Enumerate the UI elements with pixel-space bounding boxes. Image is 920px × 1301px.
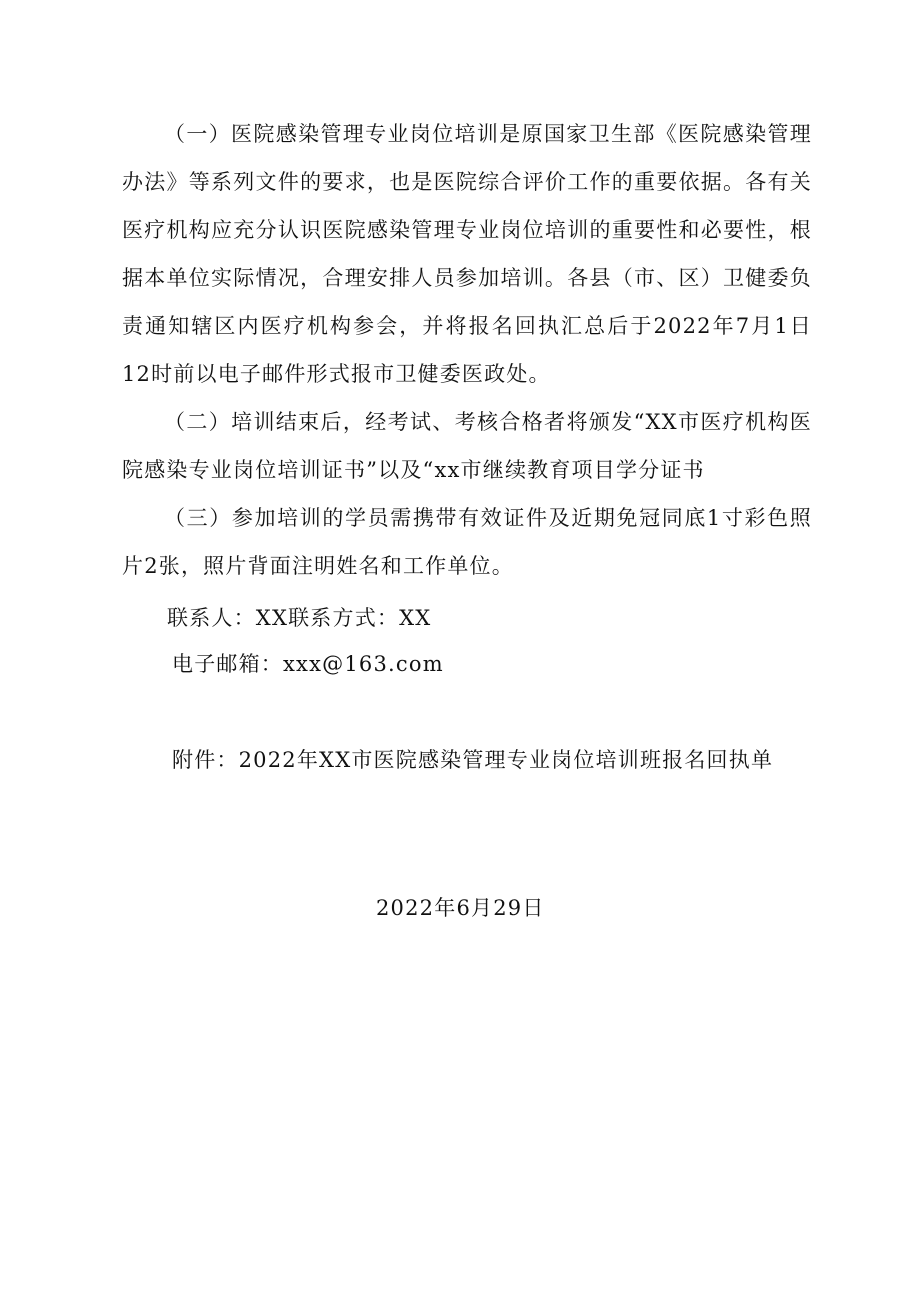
attachment-note: 附件：2022年XX市医院感染管理专业岗位培训班报名回执单 — [172, 748, 774, 772]
paragraph-documents: （三）参加培训的学员需携带有效证件及近期免冠同底1寸彩色照片2张，照片背面注明姓名和工作单位。 — [122, 506, 812, 578]
document-date: 2022年6月29日 — [376, 896, 545, 920]
paragraph-training-requirement: （一）医院感染管理专业岗位培训是原国家卫生部《医院感染管理办法》等系列文件的要求，也是医院综合评价工作的重要依据。各有关医疗机构应充分认识医院感染管理专业岗位培训的重要性和必要性，根据本单位实际情况，合理安排人员参加培训。各县（市、区）卫健委负责通知辖区内医疗机构参会，并将报名回执汇总后于2022年7月1日12时前以电子邮件形式报市卫健委医政处。 — [122, 122, 812, 386]
contact-person: 联系人：XX联系方式：XX — [167, 606, 432, 630]
paragraph-certificate: （二）培训结束后，经考试、考核合格者将颁发“XX市医疗机构医院感染专业岗位培训证书”以及“xx市继续教育项目学分证书 — [122, 410, 812, 482]
contact-email: 电子邮箱：xxx@163.com — [172, 652, 444, 676]
